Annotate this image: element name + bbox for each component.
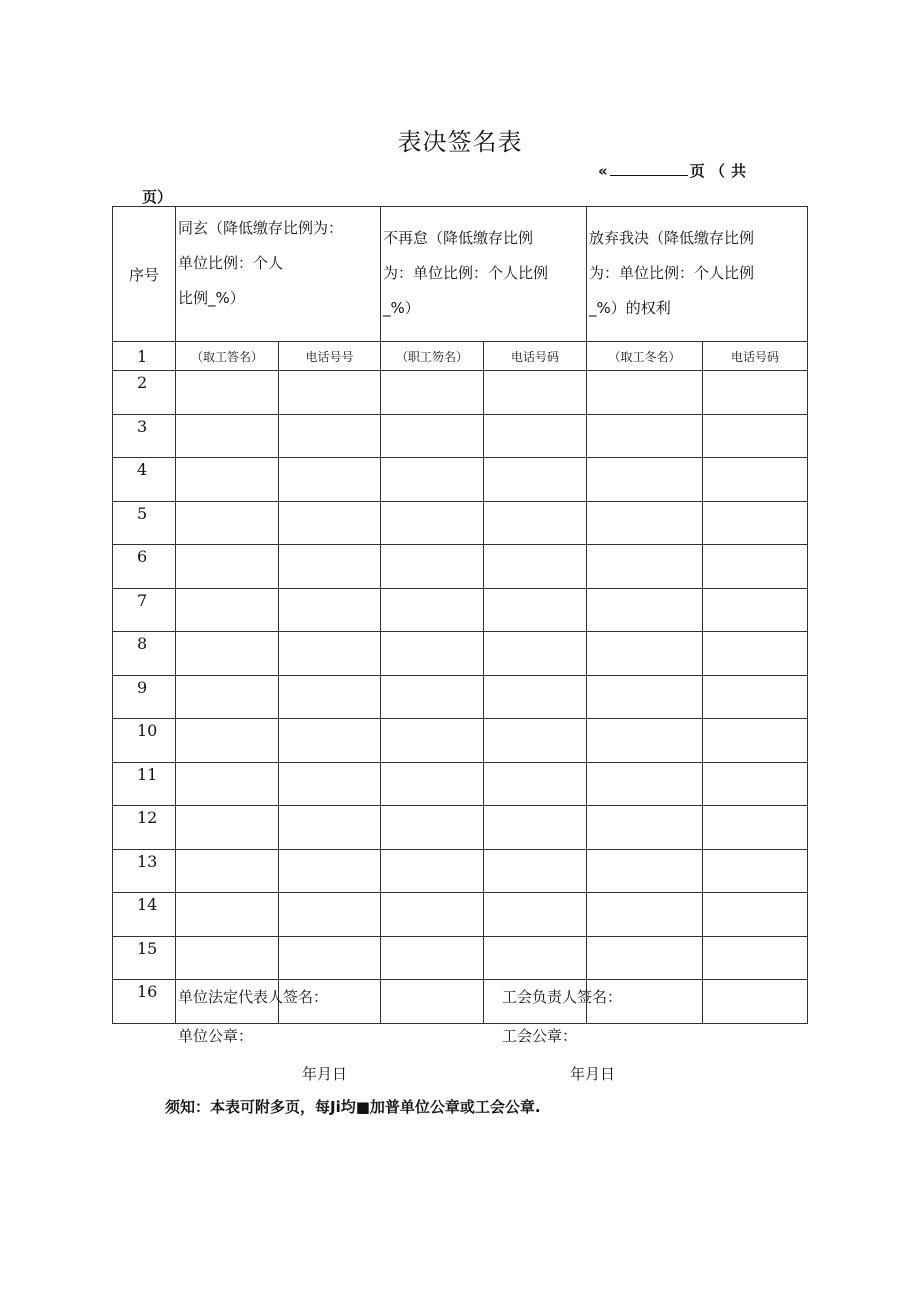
abstain-sign-cell[interactable]	[587, 762, 703, 806]
disagree-phone-cell[interactable]	[484, 545, 587, 589]
notice-text: 须知：本表可附多页，每Ji均■加普单位公章或工会公章.	[165, 1098, 541, 1116]
unit-rep-sign-label: 单位法定代表人签名：	[178, 988, 329, 1006]
index-header: 序号	[113, 207, 176, 342]
abstain-phone-cell[interactable]	[703, 458, 808, 502]
row-number: 16	[113, 980, 176, 1024]
agree-phone-cell[interactable]	[279, 893, 381, 937]
disagree-header-line: _%）	[383, 299, 420, 317]
agree-sign-cell[interactable]	[176, 501, 279, 545]
abstain-sign-cell[interactable]	[587, 806, 703, 850]
abstain-phone-cell[interactable]	[703, 893, 808, 937]
row-number: 1	[113, 342, 176, 371]
agree-sign-cell[interactable]	[176, 806, 279, 850]
disagree-phone-cell[interactable]	[484, 371, 587, 415]
disagree-phone-cell[interactable]	[484, 588, 587, 632]
row-number: 9	[113, 675, 176, 719]
row-number: 7	[113, 588, 176, 632]
disagree-header-line: 为：单位比例：个人比例	[383, 264, 549, 282]
table-row	[113, 936, 808, 980]
abstain-sign-cell[interactable]	[587, 893, 703, 937]
abstain-phone-cell[interactable]	[703, 588, 808, 632]
disagree-sign-cell[interactable]	[381, 458, 484, 502]
disagree-phone-cell[interactable]	[484, 762, 587, 806]
agree-sign-cell[interactable]	[176, 936, 279, 980]
table-header-row	[113, 207, 808, 342]
unit-seal-label: 单位公章：	[178, 1027, 254, 1045]
agree-phone-cell[interactable]	[279, 588, 381, 632]
agree-header-line: 比例_%）	[178, 289, 245, 307]
disagree-phone-cell[interactable]	[484, 719, 587, 763]
table-row	[113, 414, 808, 458]
abstain-phone-label: 电话号码	[703, 342, 808, 371]
row-number: 6	[113, 545, 176, 589]
row-number: 5	[113, 501, 176, 545]
abstain-sign-cell[interactable]	[587, 632, 703, 676]
table-row	[113, 545, 808, 589]
agree-sign-cell[interactable]	[176, 849, 279, 893]
disagree-sign-cell[interactable]	[381, 806, 484, 850]
abstain-phone-cell[interactable]	[703, 980, 808, 1024]
abstain-phone-cell[interactable]	[703, 501, 808, 545]
row-number: 15	[113, 936, 176, 980]
agree-sign-cell[interactable]	[176, 762, 279, 806]
disagree-phone-cell[interactable]	[484, 458, 587, 502]
table-row	[113, 893, 808, 937]
table-row	[113, 588, 808, 632]
abstain-phone-cell[interactable]	[703, 414, 808, 458]
row-number: 12	[113, 806, 176, 850]
disagree-phone-cell[interactable]	[484, 675, 587, 719]
table-row	[113, 806, 808, 850]
agree-sign-cell[interactable]	[176, 458, 279, 502]
table-row	[113, 501, 808, 545]
agree-phone-cell[interactable]	[279, 371, 381, 415]
abstain-sign-cell[interactable]	[587, 414, 703, 458]
row-number: 8	[113, 632, 176, 676]
agree-phone-cell[interactable]	[279, 501, 381, 545]
abstain-sign-cell[interactable]	[587, 588, 703, 632]
abstain-phone-cell[interactable]	[703, 849, 808, 893]
abstain-phone-cell[interactable]	[703, 675, 808, 719]
disagree-phone-label: 电话号码	[484, 342, 587, 371]
abstain-phone-cell[interactable]	[703, 806, 808, 850]
agree-phone-cell[interactable]	[279, 458, 381, 502]
disagree-phone-cell[interactable]	[484, 414, 587, 458]
abstain-header-line: 放弃我决（降低缴存比例	[589, 229, 755, 247]
agree-phone-label: 电话号号	[279, 342, 381, 371]
abstain-phone-cell[interactable]	[703, 545, 808, 589]
abstain-header-line: 为：单位比例：个人比例	[589, 264, 755, 282]
date-right: 年月日	[570, 1065, 616, 1083]
abstain-sign-label: （取工冬名）	[587, 342, 703, 371]
agree-phone-cell[interactable]	[279, 675, 381, 719]
row-number: 11	[113, 762, 176, 806]
disagree-sign-cell[interactable]	[381, 371, 484, 415]
abstain-header-line: _%）的权利	[589, 299, 671, 317]
agree-sign-cell[interactable]	[176, 371, 279, 415]
agree-phone-cell[interactable]	[279, 545, 381, 589]
disagree-sign-cell[interactable]	[381, 980, 484, 1024]
table-row	[113, 719, 808, 763]
disagree-phone-cell[interactable]	[484, 893, 587, 937]
abstain-sign-cell[interactable]	[587, 501, 703, 545]
table-row	[113, 675, 808, 719]
agree-sign-cell[interactable]	[176, 545, 279, 589]
abstain-phone-cell[interactable]	[703, 936, 808, 980]
union-seal-label: 工会公章：	[502, 1027, 578, 1045]
agree-sign-cell[interactable]	[176, 719, 279, 763]
disagree-phone-cell[interactable]	[484, 632, 587, 676]
disagree-sign-cell[interactable]	[381, 762, 484, 806]
date-left: 年月日	[302, 1065, 348, 1083]
page-end-word: 页）	[142, 188, 173, 206]
disagree-header	[381, 207, 587, 342]
abstain-header	[587, 207, 808, 342]
agree-header-line: 同玄（降低缴存比例为：	[178, 219, 344, 237]
table-row	[113, 371, 808, 415]
disagree-sign-cell[interactable]	[381, 849, 484, 893]
agree-sign-cell[interactable]	[176, 675, 279, 719]
agree-phone-cell[interactable]	[279, 936, 381, 980]
disagree-phone-cell[interactable]	[484, 849, 587, 893]
disagree-phone-cell[interactable]	[484, 936, 587, 980]
disagree-sign-cell[interactable]	[381, 719, 484, 763]
agree-phone-cell[interactable]	[279, 849, 381, 893]
agree-phone-cell[interactable]	[279, 762, 381, 806]
agree-sign-cell[interactable]	[176, 632, 279, 676]
abstain-phone-cell[interactable]	[703, 762, 808, 806]
disagree-header-line: 不再怠（降低缴存比例	[383, 229, 534, 247]
disagree-sign-cell[interactable]	[381, 588, 484, 632]
page-prefix: «	[598, 162, 608, 180]
table-row	[113, 849, 808, 893]
disagree-sign-cell[interactable]	[381, 936, 484, 980]
signature-table	[112, 206, 808, 1024]
abstain-phone-cell[interactable]	[703, 371, 808, 415]
abstain-sign-cell[interactable]	[587, 545, 703, 589]
disagree-sign-cell[interactable]	[381, 414, 484, 458]
page-word: 页	[689, 162, 705, 180]
abstain-sign-cell[interactable]	[587, 675, 703, 719]
row-number: 2	[113, 371, 176, 415]
disagree-sign-cell[interactable]	[381, 675, 484, 719]
page-title: 表决签名表	[397, 128, 523, 156]
total-word: （共	[709, 162, 752, 180]
agree-sign-label: （取工答名）	[176, 342, 279, 371]
table-row	[113, 458, 808, 502]
row-number: 10	[113, 719, 176, 763]
disagree-sign-cell[interactable]	[381, 632, 484, 676]
union-head-sign-label: 工会负责人签名：	[502, 988, 623, 1006]
row-number: 4	[113, 458, 176, 502]
abstain-sign-cell[interactable]	[587, 371, 703, 415]
agree-phone-cell[interactable]	[279, 806, 381, 850]
disagree-sign-cell[interactable]	[381, 545, 484, 589]
abstain-phone-cell[interactable]	[703, 632, 808, 676]
abstain-sign-cell[interactable]	[587, 719, 703, 763]
row-number: 3	[113, 414, 176, 458]
abstain-phone-cell[interactable]	[703, 719, 808, 763]
agree-sign-cell[interactable]	[176, 893, 279, 937]
abstain-sign-cell[interactable]	[587, 458, 703, 502]
table-subheader-row	[113, 342, 808, 371]
abstain-sign-cell[interactable]	[587, 849, 703, 893]
page-number-blank	[610, 161, 688, 176]
agree-header	[176, 207, 381, 342]
row-number: 14	[113, 893, 176, 937]
disagree-phone-cell[interactable]	[484, 501, 587, 545]
disagree-sign-cell[interactable]	[381, 501, 484, 545]
row-number: 13	[113, 849, 176, 893]
agree-phone-cell[interactable]	[279, 632, 381, 676]
agree-header-line: 单位比例：个人	[178, 254, 284, 272]
disagree-sign-label: （职工笏名）	[381, 342, 484, 371]
agree-sign-cell[interactable]	[176, 588, 279, 632]
table-row	[113, 762, 808, 806]
disagree-sign-cell[interactable]	[381, 893, 484, 937]
agree-phone-cell[interactable]	[279, 414, 381, 458]
page-number-line	[598, 160, 752, 181]
agree-sign-cell[interactable]	[176, 414, 279, 458]
agree-phone-cell[interactable]	[279, 719, 381, 763]
table-row	[113, 632, 808, 676]
abstain-sign-cell[interactable]	[587, 936, 703, 980]
disagree-phone-cell[interactable]	[484, 806, 587, 850]
